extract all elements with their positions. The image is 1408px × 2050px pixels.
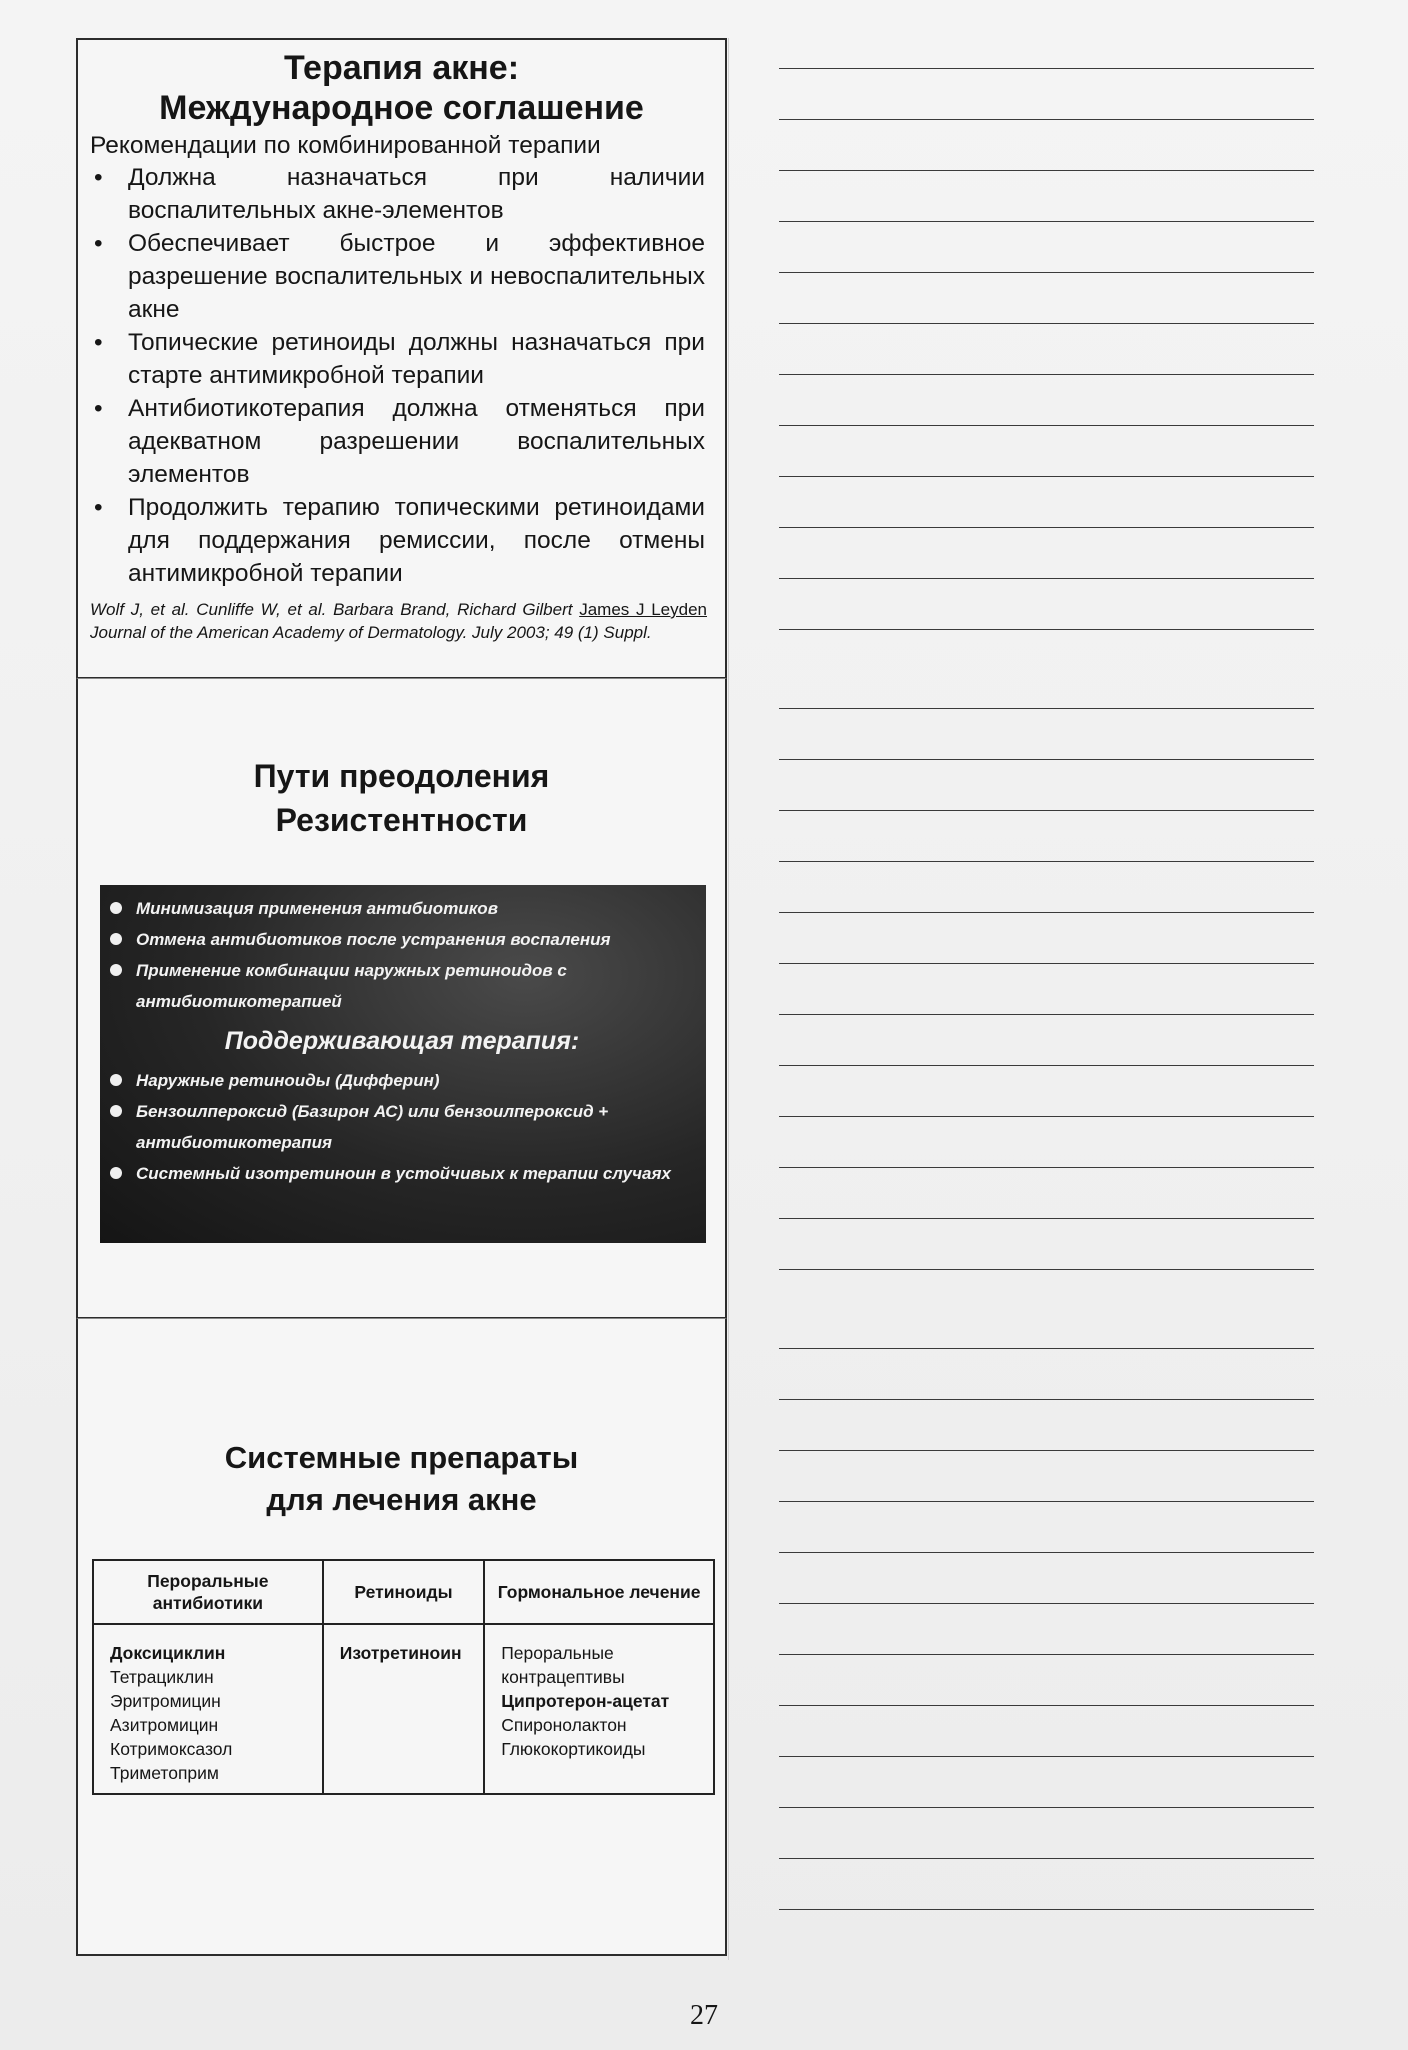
slide-subtitle: Рекомендации по комбинированной терапии <box>90 132 601 159</box>
maintenance-heading: Поддерживающая терапия: <box>224 1027 580 1055</box>
list-item: • Должна назначаться при наличии воспалительных акне-элементов <box>94 164 705 224</box>
note-line <box>779 1399 1314 1400</box>
note-line <box>779 759 1314 760</box>
note-line <box>779 1167 1314 1168</box>
bullet-icon <box>110 902 122 914</box>
cell-item: Тетрациклин <box>110 1667 214 1687</box>
note-line <box>779 1014 1314 1015</box>
note-line <box>779 170 1314 171</box>
note-line <box>779 1807 1314 1808</box>
note-line <box>779 1603 1314 1604</box>
note-line <box>779 578 1314 579</box>
note-line <box>779 1218 1314 1219</box>
column-header: Ретиноиды <box>323 1560 484 1624</box>
recommendations-list <box>78 161 725 590</box>
table-cell-antibiotics <box>93 1624 323 1794</box>
note-line <box>779 68 1314 69</box>
title-line-1: Терапия акне: <box>283 49 520 87</box>
drugs-table <box>92 1559 715 1795</box>
note-line <box>779 221 1314 222</box>
cell-item: Триметоприм <box>110 1763 219 1783</box>
table-row <box>93 1624 714 1794</box>
note-line <box>779 963 1314 964</box>
note-line <box>779 629 1314 630</box>
bullet-icon <box>110 1074 122 1086</box>
list-item: • Топические ретиноиды должны назначаться при старте антимикробной терапии <box>94 329 705 389</box>
note-line <box>779 1450 1314 1451</box>
note-line <box>779 861 1314 862</box>
list-item: • Продолжить терапию топическими ретиноидами для поддержания ремиссии, после отмены антимикробной терапии <box>94 494 705 587</box>
reference-journal: Journal of the American Academy of Dermatology. July 2003; 49 (1) Suppl. <box>90 623 652 642</box>
cell-item: Спиронолактон <box>501 1715 627 1735</box>
note-line <box>779 1065 1314 1066</box>
title-line-2: для лечения акне <box>266 1482 537 1517</box>
list-item: Отмена антибиотиков после устранения воспаления <box>108 924 696 955</box>
note-line <box>779 1552 1314 1553</box>
page-number: 27 <box>690 2000 718 2031</box>
list-item: Применение комбинации наружных ретиноидов с антибиотикотерапией <box>108 955 696 1017</box>
list-item: Бензоилпероксид (Базирон АС) или бензоилпероксид + антибиотикотерапия <box>108 1096 696 1158</box>
note-line <box>779 323 1314 324</box>
note-line <box>779 1756 1314 1757</box>
cell-item: Глюкокортикоиды <box>501 1739 646 1759</box>
title-line-2: Резистентности <box>275 802 528 838</box>
reference <box>90 598 707 644</box>
resistance-panel <box>100 885 706 1243</box>
note-line <box>779 1501 1314 1502</box>
bullet-icon <box>110 1105 122 1117</box>
list-item: Минимизация применения антибиотиков <box>108 893 696 924</box>
note-line <box>779 912 1314 913</box>
table-cell-hormonal <box>484 1624 714 1794</box>
note-line <box>779 708 1314 709</box>
slide-title <box>78 1437 725 1521</box>
cell-item: Ципротерон-ацетат <box>501 1691 670 1711</box>
list-item: Системный изотретиноин в устойчивых к терапии случаях <box>108 1158 696 1189</box>
column-header: Гормональное лечение <box>484 1560 714 1624</box>
slide-title <box>78 48 725 128</box>
slide-resistance <box>76 678 727 1318</box>
cell-item: Котримоксазол <box>110 1739 233 1759</box>
note-line <box>779 527 1314 528</box>
note-line <box>779 476 1314 477</box>
cell-item: Азитромицин <box>110 1715 219 1735</box>
cell-item: Пероральные контрацептивы <box>501 1643 625 1687</box>
list-item: • Антибиотикотерапия должна отменяться при адекватном разрешении воспалительных элементов <box>94 395 705 488</box>
note-line <box>779 1348 1314 1349</box>
note-line <box>779 810 1314 811</box>
list-item: • Обеспечивает быстрое и эффективное разрешение воспалительных и невоспалительных акне <box>94 230 705 323</box>
note-line <box>779 425 1314 426</box>
note-line <box>779 272 1314 273</box>
slide-title <box>78 754 725 842</box>
bullet-icon <box>110 1167 122 1179</box>
note-line <box>779 1269 1314 1270</box>
cell-item: Доксициклин <box>110 1643 226 1663</box>
note-line <box>779 1705 1314 1706</box>
title-line-1: Пути преодоления <box>253 758 550 794</box>
note-line <box>779 1654 1314 1655</box>
note-line <box>779 1858 1314 1859</box>
note-line <box>779 1909 1314 1910</box>
column-header: Пероральные антибиотики <box>93 1560 323 1624</box>
cell-item: Эритромицин <box>110 1691 221 1711</box>
table-header-row <box>93 1560 714 1624</box>
bullet-icon <box>110 964 122 976</box>
bullet-icon <box>110 933 122 945</box>
note-line <box>779 374 1314 375</box>
title-line-1: Системные препараты <box>224 1440 579 1475</box>
note-line <box>779 1116 1314 1117</box>
slide-international-consensus <box>76 38 727 678</box>
slide-systemic-drugs <box>76 1318 727 1956</box>
list-item: Наружные ретиноиды (Дифферин) <box>108 1065 696 1096</box>
title-line-2: Международное соглашение <box>159 89 644 127</box>
reference-author-underlined: James J Leyden <box>579 600 707 619</box>
notes-column <box>728 38 1384 1960</box>
note-line <box>779 119 1314 120</box>
cell-item: Изотретиноин <box>339 1643 462 1663</box>
reference-authors: Wolf J, et al. Cunliffe W, et al. Barbara Brand, Richard Gilbert <box>90 600 573 619</box>
table-cell-retinoids <box>323 1624 484 1794</box>
